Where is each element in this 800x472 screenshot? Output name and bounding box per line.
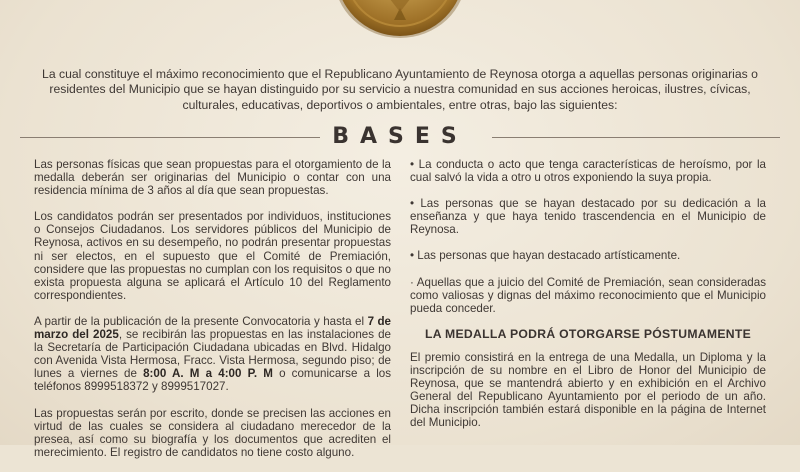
deadline-text-a: A partir de la publicación de la presente Convocatoria y hasta el (34, 314, 368, 328)
office-hours: 8:00 A. M a 4:00 P. M (143, 367, 273, 381)
deadline-text-c: o comunicarse a los teléfonos 8999518372 y 8999517027. (34, 367, 392, 394)
bases-heading (20, 124, 780, 152)
deadline-paragraph (34, 315, 391, 394)
right-column (410, 158, 766, 443)
prize-paragraph: El premio consistirá en la entrega de una Medalla, un Diploma y la inscripción de su nombre en el Libro de Honor del Municipio de Reynosa, que se mantendrá abierto y en exhibición en el Archivo General del Republicano Ayuntamiento por el periodo de un año. Dicha inscripción también estará disponible en la página de Internet del Municipio. (410, 350, 766, 430)
posthumous-heading: LA MEDALLA PODRÁ OTORGARSE PÓSTUMAMENTE (424, 326, 752, 341)
criteria-teaching: • Las personas que se hayan destacado por su dedicación a la enseñanza y que haya tenido trascendencia en el Municipio de Reynosa. (410, 197, 766, 237)
criteria-artistic: • Las personas que hayan destacado artísticamente. (410, 249, 681, 263)
medal-image (330, 0, 470, 40)
bases-title: BASES (332, 124, 468, 149)
intro-paragraph (20, 67, 780, 113)
deadline-date: 7 de marzo del 2025 (34, 314, 392, 342)
written-proposals-paragraph: Las propuestas serán por escrito, donde se precisen las acciones en virtud de las cuales se considera al ciudadano merecedor de la presea, así como su biografía y los documentos que acrediten el merecimiento. El registro de candidatos no tiene costo alguno. (34, 406, 391, 459)
criteria-heroism: • La conducta o acto que tenga características de heroísmo, por la cual salvó la vida a otro u otros exponiendo la suya propia. (410, 158, 766, 185)
criteria-committee: · Aquellas que a juicio del Comité de Premiación, sean consideradas como valiosas y dignas del máximo reconocimiento que el Municipio pueda conceder. (410, 275, 766, 315)
deadline-text-b: , se recibirán las propuestas en las instalaciones de la Secretaría de Participación Ciudadana ubicadas en Blvd. Hidalgo con Avenida Vista Hermosa, Fracc. Vista Hermosa, segundo piso; de lunes a viernes de (34, 328, 391, 381)
left-column (34, 158, 391, 472)
candidates-paragraph: Los candidatos podrán ser presentados por individuos, instituciones o Consejos Ciudadanos. Los servidores públicos del Municipio de Reynosa, activos en su desempeño, no podrán presentar propuestas ni ser electos, en el supuesto que el Comité de Premiación, considere que las propuestas no cumplan con los requisitos o que no exista propuesta alguna se aplicará el Artículo 10 del Reglamento correspondientes. (34, 210, 391, 302)
intro-text: La cual constituye el máximo reconocimiento que el Republicano Ayuntamiento de Reynosa otorga a aquellas personas originarias o residentes del Municipio que se hayan distinguido por su servicio a nuestra comunidad en sus acciones heroicas, ilustres, cívicas, culturales, educativas, deportivos o ambientales, entre otras, bajo las siguientes: (42, 67, 758, 112)
bases-right-rule (492, 137, 780, 138)
requirements-paragraph: Las personas físicas que sean propuestas para el otorgamiento de la medalla deberán ser originarias del Municipio o contar con una residencia mínima de 3 años al día que sean propuestas. (34, 158, 391, 198)
